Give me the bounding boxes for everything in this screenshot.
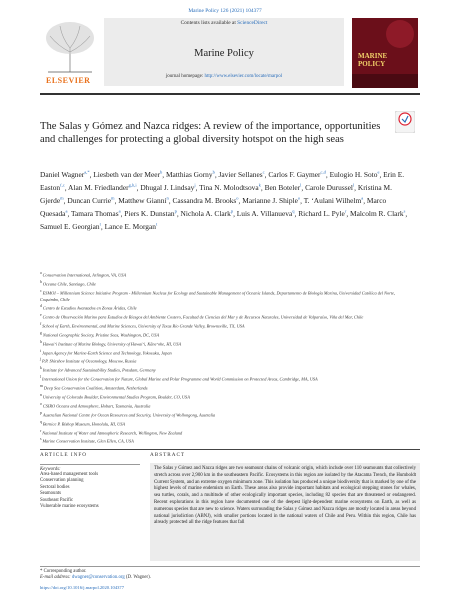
abstract-heading: ABSTRACT — [150, 452, 186, 458]
affiliation-text: Centro de Observación Marino para Estudios de Riesgos del Ambiente Costero, Facultad de Ciencias del Mar y de Recursos Naturales, Universidad de Valparaíso, Viña del Mar, Chile — [42, 314, 364, 320]
affiliation-item — [40, 383, 412, 392]
email-label: E-mail address: — [40, 575, 72, 581]
affiliation-text: Conservation International, Arlington, VA, USA — [42, 272, 127, 278]
affiliation-item — [40, 270, 412, 279]
author-name-text: Carole Durussel — [305, 183, 353, 193]
affiliation-marker: e — [40, 313, 43, 318]
author-name-text: Richard L. Pyle — [298, 209, 345, 219]
affiliation-item — [40, 356, 412, 365]
author-affiliation-marker[interactable]: p — [230, 208, 234, 214]
affiliation-marker: o — [40, 401, 43, 406]
abstract-text: The Salas y Gómez and Nazca ridges are two seamount chains of volcanic origin, which include over 110 seamounts that collectively stretch across over 2,900 km in the southeastern Pacific. Ecosystems in this region are isolated by the Atacama Trench, the Humboldt Current System, and an extreme oxygen minimum zone. This isolation has produced a unique biodiversity that is marked by one of the highest levels of marine endemism on Earth. These areas also provide important habitats and ecological stepping stones for whales, sea turtles, corals, and a multitude of other ecologically important species, including 82 species that are threatened or endangered. Recent explorations in this region have documented one of the deepest light-dependent marine ecosystems on Earth, as well as numerous species that are new to science. Waters surrounding the Salas y Gómez and Nazca ridges are mostly located in areas beyond national jurisdiction (ABNJ), with smaller portions located in the national waters of Chile and Peru. Within this region, Chile has already protected all the ridge features that fall — [150, 463, 420, 561]
affiliation-text: ESMOI – Millennium Science Initiative Program - Millennium Nucleus for Ecology and Sustainable Management of Oceanic Islands, Departamento de Biología Marina, Universidad Católica del Norte, Coquimbo, Chile — [40, 290, 396, 302]
homepage-label: journal homepage: — [165, 74, 205, 79]
author-name[interactable] — [242, 196, 300, 205]
author-affiliation-marker[interactable]: j — [194, 182, 196, 188]
author-name-text: Piers K. Dunstan — [124, 209, 175, 219]
author-affiliation-marker[interactable]: a — [65, 208, 68, 214]
author-affiliation-marker[interactable]: b — [160, 170, 163, 175]
author-affiliation-marker[interactable]: b — [212, 170, 215, 175]
author-affiliation-marker[interactable]: k — [258, 182, 261, 188]
affiliation-item — [40, 401, 412, 410]
journal-banner — [104, 18, 344, 86]
journal-citation[interactable]: Marine Policy 126 (2021) 104377 — [188, 8, 262, 14]
affiliation-text: Centro de Estudios Avanzados en Zonas Áridas, Chile — [42, 305, 137, 311]
keyword-item: Area-based management tools — [40, 472, 99, 477]
cover-title — [358, 52, 387, 68]
affiliation-marker: b — [40, 279, 43, 284]
affiliation-item — [40, 321, 412, 330]
sciencedirect-link[interactable]: ScienceDirect — [237, 20, 268, 26]
affiliation-item — [40, 288, 412, 303]
affiliation-marker: a — [40, 271, 43, 275]
crossmark-icon[interactable] — [395, 111, 415, 133]
author-name[interactable] — [105, 222, 158, 231]
author-name[interactable] — [118, 196, 168, 205]
author-name[interactable] — [93, 170, 162, 179]
author-affiliation-marker[interactable]: o — [297, 195, 301, 201]
author-name-text: Marco Quesada — [40, 196, 387, 219]
keyword-item: Conservation planning — [40, 478, 84, 484]
cover-title-line: POLICY — [358, 60, 386, 68]
footnotes — [40, 566, 420, 581]
affiliation-text: Australian National Centre for Ocean Resources and Security, University of Wollongong, Australia — [42, 412, 216, 418]
affiliation-item — [40, 348, 412, 357]
author-name-text: Erin E. Easton — [40, 170, 405, 193]
author-name-text: Javier Sellanes — [218, 170, 263, 180]
affiliation-item — [40, 428, 412, 437]
publisher-logo-text: ELSEVIER — [46, 76, 91, 85]
affiliation-marker: g — [40, 330, 43, 335]
masthead-divider — [40, 93, 420, 95]
author-name-text: Tina N. Molodtsova — [199, 183, 259, 193]
article-info-heading: ARTICLE INFO — [40, 452, 87, 458]
author-name-text: Alan M. Friedlander — [68, 183, 129, 193]
keywords-block — [40, 464, 140, 510]
affiliation-item — [40, 436, 412, 445]
author-affiliation-marker[interactable]: q — [292, 208, 295, 214]
email-link[interactable]: dwagner@conservation.org — [71, 575, 125, 581]
author-name[interactable] — [181, 209, 234, 218]
keyword-item: Sectoral bodies — [40, 484, 70, 490]
author-name[interactable] — [219, 170, 265, 179]
keyword-list — [40, 472, 140, 510]
author-name-text: T. ‘Aulani Wilhelm — [303, 196, 362, 206]
author-name-text: Matthias Gorny — [165, 170, 213, 180]
affiliation-marker: l — [40, 375, 43, 380]
affiliation-text: National Geographic Society, Pristine Seas, Washington, DC, USA — [42, 332, 160, 338]
affiliation-item — [40, 339, 412, 348]
affiliation-marker: n — [40, 393, 43, 398]
affiliation-item — [40, 312, 412, 321]
author-affiliation-marker[interactable]: c — [262, 170, 265, 175]
affiliation-marker: h — [40, 339, 43, 344]
doi-link[interactable]: https://doi.org/10.1016/j.marpol.2020.104377 — [40, 585, 125, 590]
author-name-text: Lance E. Morgan — [104, 221, 156, 231]
affiliation-item — [40, 365, 412, 374]
homepage-link[interactable]: http://www.elsevier.com/locate/marpol — [204, 74, 283, 79]
journal-title: Marine Policy — [194, 48, 254, 59]
affiliation-text: Oceana Chile, Santiago, Chile — [42, 281, 97, 287]
author-affiliation-marker[interactable]: l — [300, 182, 302, 188]
keyword-item: Southeast Pacific — [40, 497, 74, 503]
journal-masthead — [40, 18, 420, 88]
affiliation-text: Bernice P. Bishop Museum, Honolulu, HI, USA — [42, 421, 126, 427]
author-name[interactable] — [305, 183, 354, 192]
contents-line — [104, 20, 344, 26]
affiliation-item — [40, 303, 412, 312]
author-affiliation-marker[interactable]: o — [236, 195, 239, 201]
elsevier-tree-logo — [40, 18, 100, 86]
cover-title-line: MARINE — [358, 52, 388, 60]
affiliation-marker: j — [40, 357, 43, 362]
author-affiliation-marker[interactable]: m — [60, 195, 64, 201]
author-name-text: Daniel Wagner — [40, 170, 85, 180]
author-affiliation-marker[interactable]: l — [352, 182, 355, 188]
affiliation-item — [40, 392, 412, 401]
section-divider — [40, 449, 420, 450]
author-name[interactable] — [124, 209, 177, 218]
author-name[interactable] — [40, 170, 90, 179]
author-name[interactable] — [67, 196, 114, 205]
author-name-text: Duncan Currie — [67, 196, 112, 206]
email-line — [40, 575, 420, 581]
author-name-text: Matthew Gianni — [118, 196, 167, 206]
publication-details — [40, 585, 420, 591]
author-name[interactable] — [71, 209, 121, 218]
author-name-text: Samuel E. Georgian — [40, 221, 100, 231]
author-name[interactable] — [237, 209, 295, 218]
contents-prefix: Contents lists available at — [180, 20, 238, 26]
author-name[interactable] — [298, 209, 346, 218]
author-affiliation-marker[interactable]: p — [174, 208, 177, 214]
affiliation-list — [40, 270, 412, 445]
journal-cover-image — [352, 18, 418, 88]
author-affiliation-marker[interactable]: g,h,i — [128, 182, 137, 188]
author-affiliation-marker[interactable]: a,* — [84, 170, 90, 175]
author-name-text: Marianne J. Shiple — [242, 196, 298, 206]
author-name-text: Liesbeth van der Meer — [93, 170, 160, 180]
affiliation-text: P.P. Shirshov Institute of Oceanology, Moscow, Russia — [42, 358, 137, 364]
author-affiliation-marker[interactable]: s — [403, 208, 406, 214]
affiliation-text: Institute for Advanced Sustainability Studies, Potsdam, Germany — [42, 367, 156, 373]
author-affiliation-marker[interactable]: e — [377, 170, 380, 175]
author-affiliation-marker[interactable]: a — [118, 208, 121, 214]
affiliation-marker: c — [40, 288, 43, 293]
author-name[interactable] — [68, 183, 137, 192]
author-name[interactable] — [166, 170, 215, 179]
affiliation-marker: p — [40, 410, 43, 415]
affiliation-marker: f — [40, 321, 43, 326]
affiliation-marker: s — [40, 437, 43, 442]
author-name-text: Tamara Thomas — [71, 209, 119, 219]
affiliation-text: Hawaiʻi Institute of Marine Biology, University of Hawaiʻi, Kāneʻohe, HI, USA — [42, 341, 182, 347]
affiliation-text: University of Colorado Boulder, Environmental Studies Program, Boulder, CO, USA — [42, 394, 190, 400]
author-name-text: Kristina M. Gjerde — [40, 183, 392, 206]
author-name-text: Ben Boteler — [264, 183, 301, 193]
author-affiliation-marker[interactable]: t — [155, 221, 158, 227]
author-affiliation-marker[interactable]: n — [166, 195, 169, 201]
affiliation-item — [40, 279, 412, 288]
affiliation-text: Marine Conservation Institute, Glen Ellen, CA, USA — [42, 438, 134, 444]
author-name[interactable] — [40, 222, 101, 231]
author-affiliation-marker[interactable]: m — [111, 195, 115, 201]
corresponding-author-note: * Corresponding author. — [40, 569, 87, 574]
author-name-text: Malcolm R. Clark — [350, 209, 404, 219]
author-name[interactable] — [265, 183, 302, 192]
author-name-text: Nichola A. Clark — [180, 209, 231, 219]
author-name[interactable] — [199, 183, 261, 192]
affiliation-item — [40, 374, 412, 383]
author-affiliation-marker[interactable]: a — [361, 195, 364, 201]
author-name[interactable] — [268, 170, 326, 179]
author-name-text: Eulogio H. Soto — [329, 170, 378, 180]
author-name[interactable] — [350, 209, 405, 218]
affiliation-marker: d — [40, 304, 43, 309]
author-name-text: Carlos F. Gaymer — [268, 170, 321, 180]
affiliation-item — [40, 410, 412, 419]
affiliation-text: School of Earth, Environmental, and Marine Sciences, University of Texas Rio Grande Valley, Brownsville, TX, USA — [42, 323, 245, 329]
affiliation-item — [40, 330, 412, 339]
email-suffix: (D. Wagner). — [124, 575, 151, 581]
keyword-item: Vulnerable marine ecosystems — [40, 504, 99, 510]
keyword-item: Seamounts — [40, 491, 62, 497]
affiliation-text: Japan Agency for Marine-Earth Science and Technology, Yokosuka, Japan — [42, 350, 172, 356]
affiliation-text: CSIRO Oceans and Atmosphere, Hobart, Tasmania, Australia — [42, 403, 151, 409]
journal-homepage — [104, 74, 344, 79]
keywords-label: Keywords: — [40, 467, 61, 472]
article-title: The Salas y Gómez and Nazca ridges: A review of the importance, opportunities and challenges for protecting a global diversity hotspot on the high seas — [40, 121, 381, 145]
affiliation-text: Deep Sea Conservation Coalition, Amsterdam, Netherlands — [43, 385, 148, 391]
author-affiliation-marker[interactable]: c,d — [320, 170, 326, 175]
affiliation-marker: m — [40, 384, 44, 389]
author-affiliation-marker[interactable]: f,c — [60, 182, 65, 188]
affiliation-marker: r — [40, 428, 43, 433]
author-name[interactable] — [304, 196, 364, 205]
affiliation-text: International Union for the Conservation for Nature, Global Marine and Polar Programme and World Commission on Protected Areas, Cambridge, MA, USA — [42, 376, 318, 382]
affiliation-marker: k — [40, 366, 43, 371]
author-name[interactable] — [140, 183, 195, 192]
author-list: Daniel Wagner$^{a,*}$, Liesbeth van der Meer$^b$, Matthias Gorny$^b$, Javier Sellanes$^c$, Carlos F. Gaymer$^{c,d}$, Eulogio H. Soto$^e$, Erin E. Easton$^{f,c}$, Alan M. Friedlander$^{g,h,i}$, Dhugal J. Lindsay$^j$, Tina N. Molodtsova$^k$, Ben Boteler$^l$, Carole Durussel$^l$, Kristina M. Gjerde$^m$, Duncan Currie$^m$, Matthew Gianni$^n$, Cassandra M. Brooks$^o$, Marianne J. Shiple$^o$, T. ‘Aulani Wilhelm$^a$, Marco Quesada$^a$, Tamara Thomas$^a$, Piers K. Dunstan$^p$, Nichola A. Clark$^p$, Luis A. Villanueva$^q$, Richard L. Pyle$^r$, Malcolm R. Clark$^s$, Samuel E. Georgian$^t$, Lance E. Morgan$^t$ — [40, 170, 408, 231]
author-name-text: Cassandra M. Brooks — [172, 196, 237, 206]
affiliation-item — [40, 419, 412, 428]
affiliation-marker: i — [40, 348, 43, 353]
author-affiliation-marker[interactable]: r — [344, 208, 347, 214]
author-name-text: Dhugal J. Lindsay — [140, 183, 195, 193]
affiliation-marker: q — [40, 419, 43, 424]
author-name-text: Luis A. Villanueva — [236, 209, 293, 219]
author-name[interactable] — [330, 170, 380, 179]
affiliation-text: National Institute of Water and Atmospheric Research, Wellington, New Zealand — [42, 430, 183, 436]
author-affiliation-marker[interactable]: t — [99, 221, 101, 227]
author-name[interactable] — [172, 196, 238, 205]
